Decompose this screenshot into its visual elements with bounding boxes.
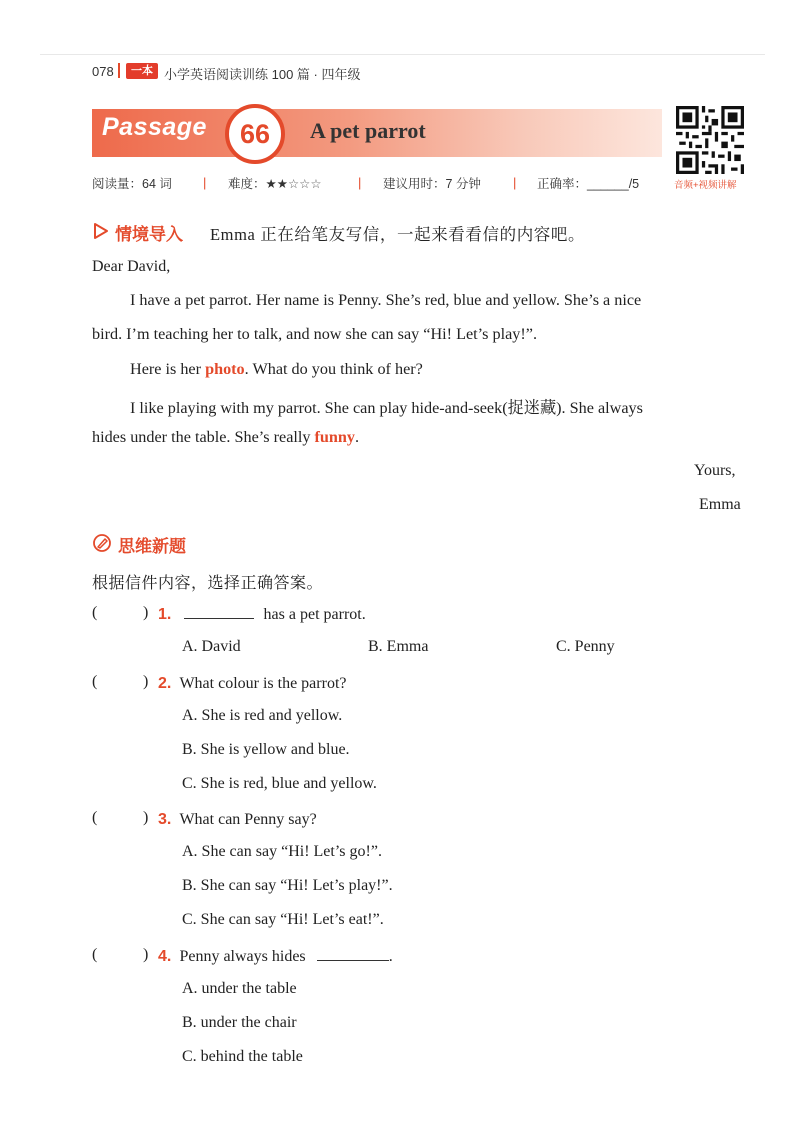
option[interactable]: C. behind the table — [182, 1048, 303, 1065]
question-number: 3. — [158, 811, 172, 828]
option[interactable]: A. She can say “Hi! Let’s go!”. — [182, 843, 382, 860]
option[interactable]: A. She is red and yellow. — [182, 707, 343, 724]
qr-caption: 音频+视频讲解 — [674, 180, 737, 191]
question-text: What can Penny say? — [179, 811, 317, 828]
intro-text: Emma 正在给笔友写信，一起来看看信的内容吧。 — [210, 225, 586, 244]
question-text-end: . — [388, 948, 393, 965]
letter-paragraph-2 — [130, 360, 423, 379]
question-number: 2. — [158, 675, 172, 692]
stat-separator: | — [358, 175, 362, 190]
letter-closing: Yours, — [694, 462, 736, 479]
passage-label: Passage — [102, 113, 207, 141]
answer-paren-open[interactable]: ( — [92, 809, 98, 826]
difficulty-rating — [228, 174, 322, 192]
answer-paren-close[interactable]: ) — [143, 809, 149, 826]
book-title: 小学英语阅读训练 100 篇 · 四年级 — [164, 67, 361, 82]
question-text: has a pet parrot. — [263, 606, 366, 623]
letter-paragraph-1-line-1: I have a pet parrot. Her name is Penny. She’s red, blue and yellow. She’s a nice — [130, 291, 642, 309]
exercise-heading: 思维新题 — [118, 537, 186, 556]
option[interactable]: B. She is yellow and blue. — [182, 741, 350, 758]
answer-paren-close[interactable]: ) — [143, 604, 149, 621]
answer-paren-close[interactable]: ) — [143, 673, 149, 690]
answer-paren-open[interactable]: ( — [92, 673, 98, 690]
stat-separator: | — [513, 175, 517, 190]
option[interactable]: A. David — [182, 638, 241, 655]
option[interactable]: C. Penny — [556, 638, 615, 655]
keyword-funny: funny — [314, 428, 356, 446]
keyword-photo: photo — [205, 360, 245, 378]
difficulty-empty-stars: ☆☆☆ — [287, 177, 322, 191]
play-triangle-icon — [92, 222, 110, 240]
intro-heading: 情境导入 — [115, 225, 183, 244]
question-number: 4. — [158, 948, 172, 965]
letter-p3-text: . — [355, 428, 360, 446]
answer-paren-open[interactable]: ( — [92, 946, 98, 963]
question-3 — [158, 809, 317, 829]
suggested-time: 建议用时：7 分钟 — [383, 177, 481, 191]
qr-code-icon[interactable] — [676, 106, 744, 174]
top-divider — [40, 54, 765, 55]
difficulty-label: 难度： — [228, 177, 266, 191]
question-number: 1. — [158, 606, 172, 623]
page-number: 078 — [92, 64, 114, 79]
brand-logo: 一本 — [126, 63, 158, 79]
letter-greeting: Dear David, — [92, 258, 171, 275]
letter-paragraph-1-line-2: bird. I’m teaching her to talk, and now she can say “Hi! Let’s play!”. — [92, 325, 538, 343]
option[interactable]: C. She can say “Hi! Let’s eat!”. — [182, 911, 384, 928]
letter-p3-text: hides under the table. She’s really — [92, 428, 315, 446]
passage-title: A pet parrot — [310, 118, 426, 143]
pencil-leaf-icon — [92, 533, 112, 553]
letter-paragraph-3-line-2 — [92, 428, 359, 447]
page-number-separator — [118, 63, 120, 78]
question-1 — [158, 604, 366, 624]
answer-blank[interactable] — [317, 948, 389, 961]
letter-signature: Emma — [699, 496, 741, 513]
passage-number-badge: 66 — [225, 104, 285, 164]
option[interactable]: A. under the table — [182, 980, 297, 997]
letter-p2-text: Here is her — [130, 360, 206, 378]
option[interactable]: B. She can say “Hi! Let’s play!”. — [182, 877, 393, 894]
stat-separator: | — [203, 175, 207, 190]
reading-amount: 阅读量：64 词 — [92, 177, 172, 191]
option[interactable]: B. under the chair — [182, 1014, 297, 1031]
question-text: What colour is the parrot? — [179, 675, 347, 692]
letter-paragraph-3-line-1: I like playing with my parrot. She can play hide-and-seek(捉迷藏). She always — [130, 399, 643, 417]
answer-blank[interactable] — [184, 606, 254, 619]
accuracy-field[interactable]: 正确率：______/5 — [537, 177, 640, 191]
question-4 — [158, 946, 393, 966]
option[interactable]: B. Emma — [368, 638, 429, 655]
difficulty-filled-stars: ★★ — [265, 177, 288, 191]
question-text: Penny always hides — [179, 948, 306, 965]
answer-paren-open[interactable]: ( — [92, 604, 98, 621]
answer-paren-close[interactable]: ) — [143, 946, 149, 963]
question-2 — [158, 673, 346, 693]
option[interactable]: C. She is red, blue and yellow. — [182, 775, 377, 792]
exercise-instruction: 根据信件内容，选择正确答案。 — [92, 575, 324, 592]
letter-p2-text: . What do you think of her? — [244, 360, 423, 378]
